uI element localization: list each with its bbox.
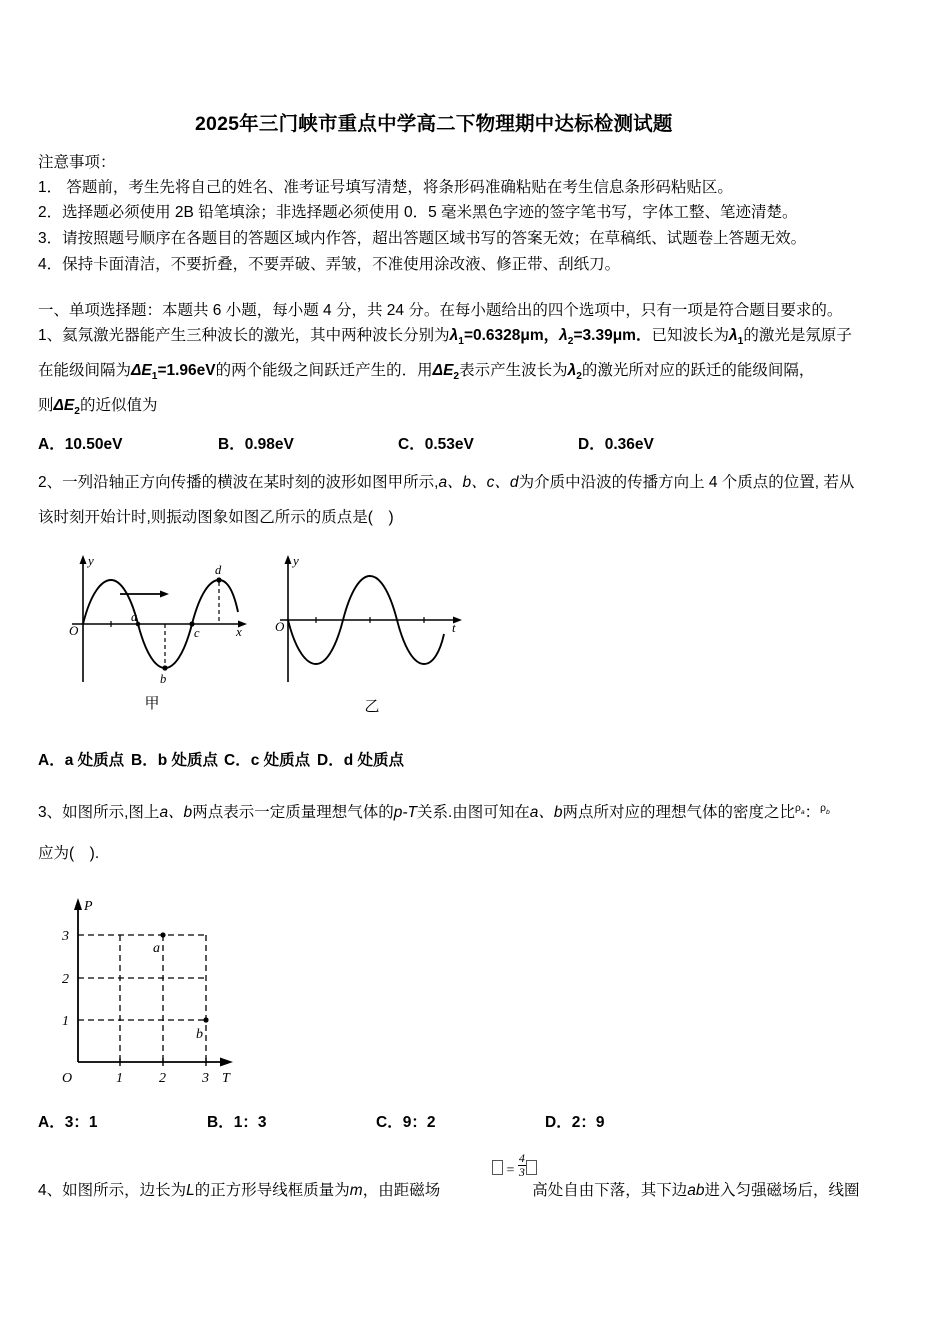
yi-x-label: t — [452, 620, 456, 635]
figure-yi-vibration-graph — [268, 552, 478, 697]
q4-eq-sign: = — [506, 1162, 515, 1178]
q2-option-d[interactable]: D．d 处质点 — [317, 752, 404, 769]
q2-text-b: 为介质中沿波的传播方向上 4 个质点的位置, 若从 — [518, 474, 855, 491]
q1-dE2-sub: 2 — [453, 371, 460, 383]
q3-rho-a-sub: a — [800, 808, 805, 816]
pt-point-a-dot — [160, 932, 165, 937]
q1-lambda1-val: =0.6328μm， — [463, 327, 560, 344]
figure-jia-wave-snapshot — [58, 552, 258, 697]
pt-xtick-3: 3 — [202, 1071, 209, 1086]
jia-point-c-label: c — [194, 626, 200, 640]
q1-lambda1-again: λ — [729, 327, 738, 344]
q1-lambda2-again: λ — [567, 362, 577, 379]
q1-text-c: 的激光是氖原子 — [743, 327, 852, 344]
pt-x-axis-label: T — [222, 1071, 230, 1086]
pt-diagram-svg — [48, 892, 258, 1092]
q3-option-c[interactable]: C．9：2 — [376, 1114, 436, 1131]
notice-item-1: 1． 答题前，考生先将自己的姓名、准考证号填写清楚，将条形码准确粘贴在考生信息条形码粘贴区。 — [38, 179, 733, 196]
point-d-dot — [216, 577, 221, 582]
jia-y-label: y — [88, 553, 94, 568]
pt-point-b-label: b — [196, 1027, 203, 1042]
jia-point-a-label: a — [131, 610, 138, 624]
q1-lambda2-val: =3.39μm． — [573, 327, 652, 344]
q1-lambda1-sub: 1 — [458, 336, 464, 348]
question-3-line-2: 应为( ). — [38, 845, 100, 862]
q4-L: L — [186, 1182, 195, 1199]
q3-option-a[interactable]: A．3：1 — [38, 1114, 98, 1131]
pt-ytick-1: 1 — [62, 1014, 69, 1029]
question-2-line-1 — [38, 470, 854, 492]
notice-item-2: 2．选择题必须使用 2B 铅笔填涂；非选择题必须使用 0．5 毫米黑色字迹的签字笔书写，字体工整、笔迹清楚。 — [38, 204, 798, 221]
question-1-line-1 — [38, 323, 852, 347]
yi-origin-label: O — [275, 619, 285, 634]
page-title: 2025年三门峡市重点中学高二下物理期中达标检测试题 — [195, 113, 673, 135]
q3-option-b[interactable]: B．1：3 — [207, 1114, 267, 1131]
q2-option-a[interactable]: A．a 处质点 — [38, 752, 125, 769]
q4-text-e: 进入匀强磁场后，线圈 — [704, 1182, 860, 1199]
notice-item-4: 4．保持卡面清洁，不要折叠，不要弄破、弄皱，不准使用涂改液、修正带、刮纸刀。 — [38, 256, 621, 273]
yi-y-axis-arrow — [285, 555, 292, 564]
missing-glyph-icon-left — [492, 1160, 503, 1175]
q3-option-d[interactable]: D．2：9 — [545, 1114, 605, 1131]
q1-l3-b: 的近似值为 — [79, 397, 158, 414]
q3-ab-2: a、b — [529, 804, 563, 821]
pt-origin-label: O — [62, 1071, 73, 1086]
q1-l2-c: 表示产生波长为 — [459, 362, 568, 379]
q4-text-b: 的正方形导线框质量为 — [194, 1182, 350, 1199]
pt-xtick-1: 1 — [116, 1071, 123, 1086]
q4-fraction-denominator: 3 — [518, 1164, 525, 1179]
q1-option-d[interactable]: D．0.36eV — [578, 436, 654, 453]
q1-dE1: ΔE — [131, 362, 152, 379]
notice-item-3: 3．请按照题号顺序在各题目的答题区域内作答，超出答题区域书写的答案无效；在草稿纸、试题卷上答题无效。 — [38, 230, 807, 247]
pt-point-a-label: a — [153, 941, 160, 956]
q1-l2-d: 的激光所对应的跃迁的能级间隔， — [581, 362, 815, 379]
q2-points: a、b、c、d — [438, 474, 519, 491]
jia-point-d-label: d — [215, 563, 222, 577]
q3-rho-a — [795, 803, 805, 814]
jia-origin-label: O — [69, 623, 79, 638]
wave-snapshot-svg — [58, 552, 258, 692]
figure-yi-caption: 乙 — [364, 698, 380, 715]
q3-text-d: 两点所对应的理想气体的密度之比 — [562, 804, 796, 821]
missing-glyph-icon-right — [526, 1160, 537, 1175]
q4-text-d: 高处自由下落，其下边 — [532, 1182, 688, 1199]
notice-heading: 注意事项： — [38, 154, 116, 171]
figure-jia-caption: 甲 — [144, 695, 160, 712]
propagation-arrow-head — [160, 591, 169, 598]
question-3-line-1 — [38, 800, 830, 822]
yi-y-label: y — [293, 553, 299, 568]
q3-pt-label: p-T — [393, 804, 417, 821]
q2-option-c[interactable]: C．c 处质点 — [224, 752, 311, 769]
q1-option-a[interactable]: A．10.50eV — [38, 436, 123, 453]
pt-ytick-3: 3 — [62, 929, 69, 944]
q3-rho-a-sym: ρ — [795, 802, 801, 814]
q1-l2-a: 在能级间隔为 — [38, 362, 132, 379]
jia-point-b-label: b — [160, 672, 167, 686]
q3-text-b: 两点表示一定质量理想气体的 — [192, 804, 394, 821]
q4-fraction-numerator: 4 — [518, 1151, 525, 1165]
question-3-options — [38, 1110, 714, 1132]
q4-m: m — [349, 1182, 363, 1199]
q1-lambda1-again-sub: 1 — [737, 336, 744, 348]
q1-dE2: ΔE — [432, 362, 454, 379]
question-1-line-2 — [38, 358, 814, 382]
pt-xtick-2: 2 — [159, 1071, 166, 1086]
q3-rho-b — [820, 803, 830, 814]
pt-x-axis-arrow — [220, 1058, 233, 1067]
q4-text-c: ，由距磁场 — [362, 1182, 441, 1199]
q1-lambda2-sub: 2 — [567, 336, 574, 348]
pt-y-axis-arrow — [74, 898, 82, 910]
q1-text-b: 已知波长为 — [651, 327, 729, 344]
y-axis-arrow — [80, 555, 87, 564]
figure-pt-diagram — [48, 892, 258, 1097]
q3-rho-b-sub: b — [825, 808, 830, 816]
question-2-line-2: 该时刻开始计时,则振动图象如图乙所示的质点是( ) — [38, 509, 394, 526]
question-4-line-1 — [38, 1178, 859, 1200]
question-2-options — [38, 748, 410, 770]
point-b-dot — [162, 665, 167, 670]
q4-ab: ab — [687, 1182, 705, 1199]
q4-text-a: 4、如图所示，边长为 — [38, 1182, 187, 1199]
q1-dE1-val: =1.96eV — [157, 362, 216, 379]
q1-lambda2: λ — [559, 327, 568, 344]
section-heading: 一、单项选择题：本题共 6 小题，每小题 4 分，共 24 分。在每小题给出的四个选项中，只有一项是符合题目要求的。 — [38, 302, 843, 319]
q1-option-c[interactable]: C．0.53eV — [398, 436, 474, 453]
q1-dE2-again: ΔE — [53, 397, 75, 414]
q1-dE1-sub: 1 — [151, 371, 158, 383]
q3-ratio-colon: ： — [804, 804, 821, 821]
question-1-line-3 — [38, 393, 157, 417]
pt-y-axis-label: P — [84, 899, 93, 914]
pt-point-b-dot — [203, 1017, 208, 1022]
q1-text-a: 1、氦氖激光器能产生三种波长的激光，其中两种波长分别为 — [38, 327, 450, 344]
question-4-formula — [492, 1152, 537, 1179]
q1-option-b[interactable]: B．0.98eV — [218, 436, 294, 453]
q3-rho-b-sym: ρ — [820, 802, 826, 814]
question-1-options — [38, 432, 758, 454]
q1-l2-b: 的两个能级之间跃迁产生的．用 — [215, 362, 433, 379]
q4-fraction — [518, 1152, 526, 1178]
jia-x-label: x — [236, 624, 242, 639]
q1-lambda1: λ — [449, 327, 459, 344]
q1-lambda2-again-sub: 2 — [576, 371, 582, 383]
q1-dE2-again-sub: 2 — [74, 406, 80, 418]
q3-ab-1: a、b — [159, 804, 193, 821]
q2-option-b[interactable]: B．b 处质点 — [131, 752, 218, 769]
q2-text-a: 2、一列沿轴正方向传播的横波在某时刻的波形如图甲所示, — [38, 474, 439, 491]
vibration-graph-svg — [268, 552, 478, 692]
q3-text-c: 关系.由图可知在 — [416, 804, 530, 821]
pt-ytick-2: 2 — [62, 972, 69, 987]
q1-l3-a: 则 — [38, 397, 54, 414]
q3-text-a: 3、如图所示,图上 — [38, 804, 160, 821]
